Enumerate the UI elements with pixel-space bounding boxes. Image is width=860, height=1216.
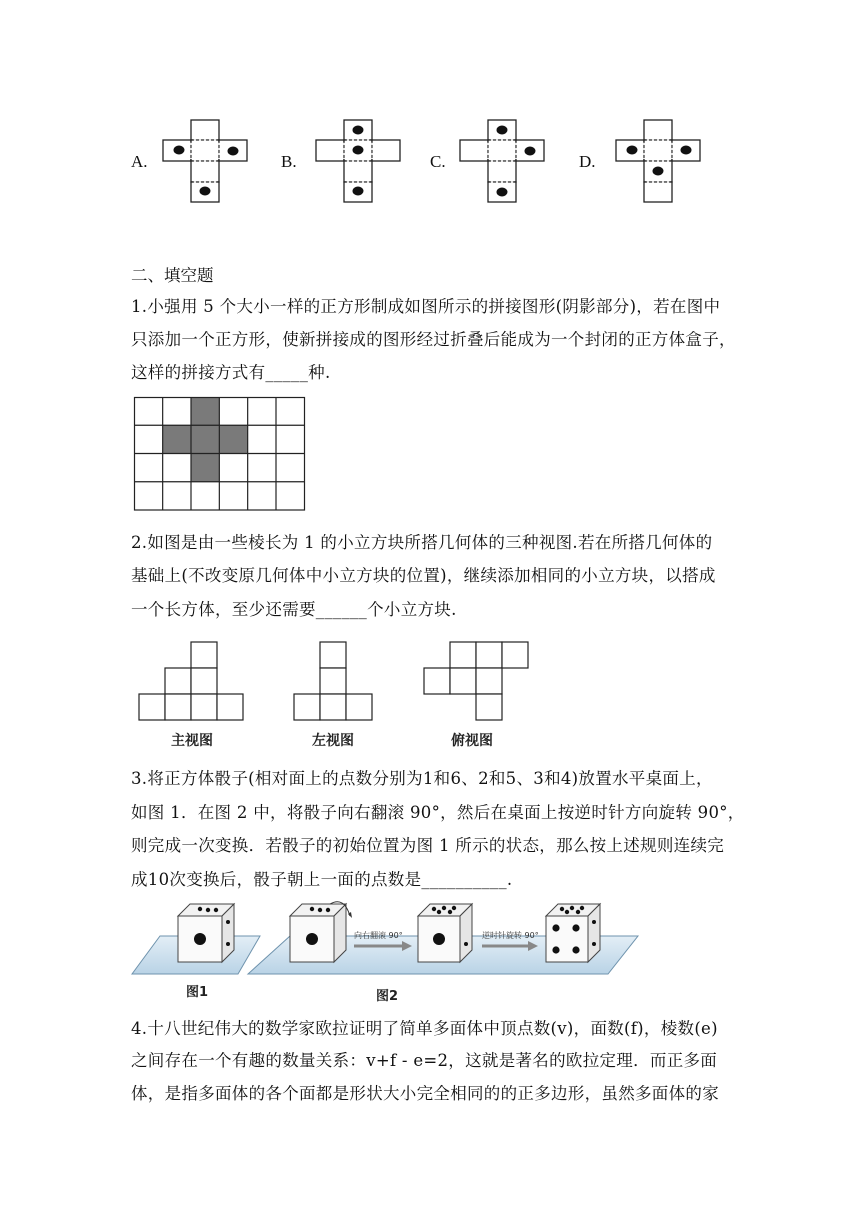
q2-line-1: 2.如图是由一些棱长为 1 的小立方块所搭几何体的三种视图.若在所搭几何体的 (131, 533, 713, 552)
caption-fig2: 图2 (376, 989, 399, 1004)
caption-fig1: 图1 (186, 985, 209, 1000)
top-view (424, 642, 528, 720)
caption-top-view: 俯视图 (451, 733, 493, 749)
q4-line-3: 体，是指多面体的各个面都是形状大小完全相同的的正多边形，虽然多面体的家 (131, 1084, 719, 1103)
q3-line-1: 3.将正方体骰子(相对面上的点数分别为1和6、2和5、3和4)放置水平桌面上， (131, 769, 713, 788)
option-b-net (313, 118, 403, 204)
q2-views-figure (138, 640, 538, 752)
option-c-net (457, 118, 547, 204)
q3-dice-figure (130, 896, 650, 1004)
option-a-net (160, 118, 250, 204)
q4-line-2: 之间存在一个有趣的数量关系：v+f - e=2，这就是著名的欧拉定理．而正多面 (131, 1051, 718, 1070)
arrow-rotate-ccw-label: 逆时针旋转 90° (482, 931, 539, 940)
option-b-label: B. (281, 152, 297, 171)
front-view (139, 642, 243, 720)
option-a-label: A. (131, 152, 148, 171)
q1-line-2: 只添加一个正方形，使新拼接成的图形经过折叠后能成为一个封闭的正方体盒子， (131, 330, 736, 349)
caption-front-view: 主视图 (171, 733, 213, 749)
option-d-net (613, 118, 703, 204)
q2-line-3: 一个长方体，至少还需要______个小立方块. (131, 600, 457, 619)
q3-line-3: 则完成一次变换．若骰子的初始位置为图 1 所示的状态，那么按上述规则连续完 (131, 836, 725, 855)
q1-line-1: 1.小强用 5 个大小一样的正方形制成如图所示的拼接图形(阴影部分)，若在图中 (131, 297, 721, 316)
q3-line-2: 如图 1．在图 2 中，将骰子向右翻滚 90°，然后在桌面上按逆时针方向旋转 90°， (131, 803, 745, 822)
option-c-label: C. (430, 152, 446, 171)
die-fig1 (178, 904, 234, 962)
q1-line-3: 这样的拼接方式有_____种. (131, 363, 331, 382)
option-d-label: D. (579, 152, 596, 171)
die-fig2-rolled (418, 904, 472, 962)
die-fig2-rotated (546, 904, 600, 962)
q3-line-4: 成10次变换后，骰子朝上一面的点数是__________. (131, 870, 513, 889)
caption-left-view: 左视图 (312, 733, 354, 749)
die-fig2-start (290, 902, 352, 962)
section-heading: 二、填空题 (131, 266, 214, 285)
q2-line-2: 基础上(不改变原几何体中小立方块的位置)，继续添加相同的小立方块，以搭成 (131, 566, 716, 585)
q1-grid-figure (134, 397, 306, 511)
arrow-roll-right-label: 向右翻滚 90° (354, 931, 403, 940)
left-view (294, 642, 372, 720)
q4-line-1: 4.十八世纪伟大的数学家欧拉证明了简单多面体中顶点数(v)，面数(f)，棱数(e) (131, 1019, 718, 1038)
